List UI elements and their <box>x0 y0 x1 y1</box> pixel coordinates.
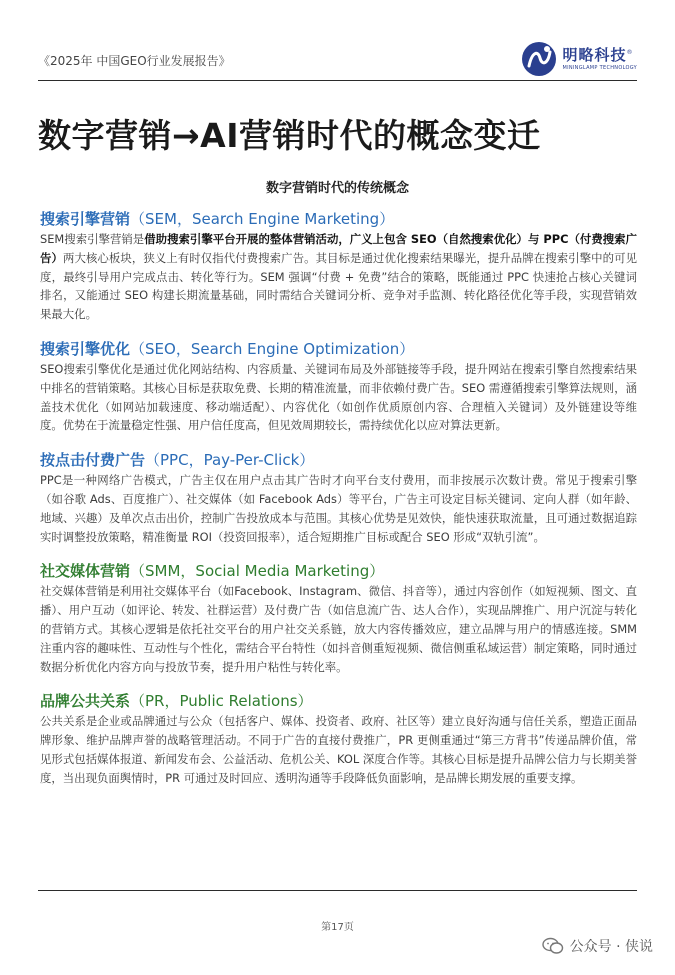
section-body <box>40 230 637 324</box>
heading-cn: 搜索引擎营销 <box>40 210 131 228</box>
heading-cn: 社交媒体营销 <box>40 562 131 581</box>
body-rest: 两大核心板块，狭义上有时仅指代付费搜索广告。其目标是通过优化搜索结果曝光，提升品牌在搜索引擎中的可见度，最终引导用户完成点击、转化等行为。SEM 强调“付费 + 免费”结合的策略，既能通过 PPC 快速抢占核心关键词排名，又能通过 SEO 构建长期流量基础，同时需结合关键词分析、竞争对手监测、转化路径优化等手段，实现营销效果最大化。 <box>40 250 637 322</box>
section-seo <box>40 338 637 435</box>
logo-tagline: MININGLAMP TECHNOLOGY <box>562 64 637 71</box>
section-heading <box>40 449 637 471</box>
logo-mark-icon <box>520 40 558 78</box>
section-sem <box>40 208 637 324</box>
company-logo <box>520 40 637 78</box>
section-heading <box>40 560 637 582</box>
page-header <box>38 40 637 78</box>
registered-mark: ® <box>626 48 634 56</box>
page-subtitle: 数字营销时代的传统概念 <box>265 181 409 196</box>
heading-en: （SEO，Search Engine Optimization） <box>130 339 415 358</box>
page-number: 第17页 <box>321 922 354 933</box>
heading-en: （SMM，Social Media Marketing） <box>130 562 385 581</box>
footer-divider <box>38 890 637 891</box>
concept-sections <box>40 208 637 802</box>
section-smm <box>40 560 637 676</box>
watermark-text: 公众号 · 侠说 <box>569 939 653 955</box>
body-prefix: SEM搜索引擎营销是 <box>40 232 145 246</box>
section-body: 社交媒体营销是利用社交媒体平台（如Facebook、Instagram、微信、抖音等），通过内容创作（如短视频、图文、直播）、用户互动（如评论、转发、社群运营）及付费广告（如信息流广告、达人合作），实现品牌推广、用户沉淀与转化的营销方式。其核心逻辑是依托社交平台的用户社交关系链，放大内容传播效应，建立品牌与用户的情感连接。SMM 注重内容的趣味性、互动性与个性化，需结合平台特性（如抖音侧重短视频、微信侧重私域运营）制定策略，同时通过数据分析优化内容方向与投放节奏，提升用户粘性与转化率。 <box>40 584 637 674</box>
wechat-watermark <box>542 936 653 956</box>
section-body: PPC是一种网络广告模式，广告主仅在用户点击其广告时才向平台支付费用，而非按展示次数计费。常见于搜索引擎（如谷歌 Ads、百度推广）、社交媒体（如 Facebook Ads）等平台，广告主可设定目标关键词、定向人群（如年龄、地域、兴趣）及单次点击出价，控制广告投放成本与范围。其核心优势是见效快，能快速获取流量，且可通过数据追踪实时调整投放策略，精准衡量 ROI（投资回报率），适合短期推广目标或配合 SEO 形成“双轨引流”。 <box>40 473 637 544</box>
heading-cn: 搜索引擎优化 <box>40 339 131 358</box>
wechat-icon <box>542 937 564 955</box>
heading-cn: 品牌公共关系 <box>40 692 131 711</box>
heading-en: （SEM，Search Engine Marketing） <box>130 210 395 228</box>
heading-en: （PPC，Pay-Per-Click） <box>145 451 315 470</box>
section-heading <box>40 690 637 712</box>
section-heading <box>40 338 637 360</box>
section-body: SEO搜索引擎优化是通过优化网站结构、内容质量、关键词布局及外部链接等手段，提升网站在搜索引擎自然搜索结果中排名的营销策略。其核心目标是获取免费、长期的精准流量，而非依赖付费广告。SEO 需遵循搜索引擎算法规则，涵盖技术优化（如网站加载速度、移动端适配）、内容优化（如创作优质原创内容、合理植入关键词）及外链建设等维度。优势在于流量稳定性强、用户信任度高，但见效周期较长，需持续优化以应对算法更新。 <box>40 361 637 433</box>
header-divider <box>38 80 637 81</box>
heading-en: （PR，Public Relations） <box>130 692 313 711</box>
body-emphasis: 借助搜索引擎平台开展的整体营销活动，广义上包含 SEO（自然搜索优化）与 PPC（付费搜索广告） <box>40 232 637 265</box>
report-title: 《2025年 中国GEO行业发展报告》 <box>38 54 231 68</box>
section-pr <box>40 690 637 787</box>
logo-name: 明略科技 <box>562 45 627 64</box>
section-body: 公共关系是企业或品牌通过与公众（包括客户、媒体、投资者、政府、社区等）建立良好沟通与信任关系，塑造正面品牌形象、维护品牌声誉的战略管理活动。不同于广告的直接付费推广，PR 更侧重通过“第三方背书”传递品牌价值，常见形式包括媒体报道、新闻发布会、公益活动、危机公关、KOL 深度合作等。其核心目标是提升品牌公信力与长期美誉度，当出现负面舆情时，PR 可通过及时回应、透明沟通等手段降低负面影响，是品牌长期发展的重要支撑。 <box>40 714 637 785</box>
section-ppc <box>40 449 637 546</box>
section-heading <box>40 208 637 230</box>
heading-cn: 按点击付费广告 <box>40 451 146 470</box>
page-title: 数字营销→AI营销时代的概念变迁 <box>38 116 541 155</box>
